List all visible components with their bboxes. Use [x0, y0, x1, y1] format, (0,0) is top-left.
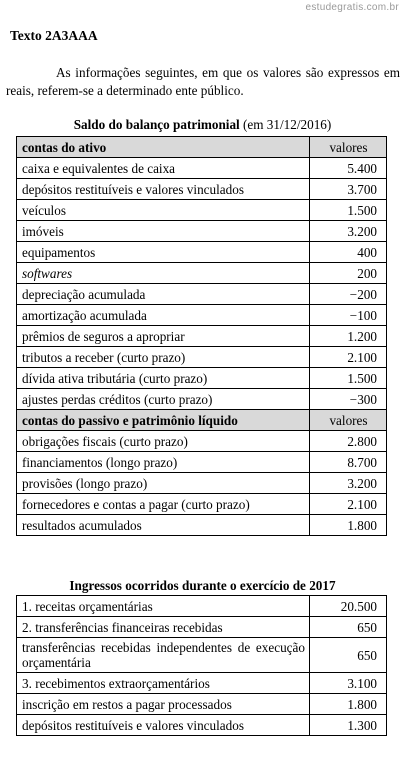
liability-label: fornecedores e contas a pagar (curto prazo)	[17, 494, 310, 515]
asset-value: 200	[310, 263, 387, 284]
table-row	[17, 715, 387, 736]
asset-label: depreciação acumulada	[17, 284, 310, 305]
table-row	[17, 347, 387, 368]
table-row	[17, 596, 387, 617]
table-row	[17, 673, 387, 694]
table-row	[17, 452, 387, 473]
table-row	[17, 473, 387, 494]
balance-caption-title: Saldo do balanço patrimonial	[73, 117, 240, 132]
income-label: 1. receitas orçamentárias	[17, 596, 310, 617]
table-row	[17, 305, 387, 326]
income-label: 2. transferências financeiras recebidas	[17, 617, 310, 638]
asset-value: −200	[310, 284, 387, 305]
asset-label: tributos a receber (curto prazo)	[17, 347, 310, 368]
liability-value: 8.700	[310, 452, 387, 473]
income-value: 650	[310, 617, 387, 638]
asset-label: dívida ativa tributária (curto prazo)	[17, 368, 310, 389]
table-row	[17, 368, 387, 389]
asset-label: softwares	[17, 263, 310, 284]
assets-header-row	[17, 137, 387, 158]
income-value: 3.100	[310, 673, 387, 694]
intro-paragraph	[6, 64, 400, 100]
table-row	[17, 494, 387, 515]
asset-value: 3.200	[310, 221, 387, 242]
balance-caption	[0, 117, 405, 133]
table-row	[17, 326, 387, 347]
balance-table	[16, 136, 387, 536]
liability-label: resultados acumulados	[17, 515, 310, 536]
asset-value: 1.500	[310, 200, 387, 221]
asset-label: imóveis	[17, 221, 310, 242]
asset-value: −300	[310, 389, 387, 410]
asset-label: depósitos restituíveis e valores vinculados	[17, 179, 310, 200]
income-label: transferências recebidas independentes de execução orçamentária	[17, 638, 310, 673]
liability-label: financiamentos (longo prazo)	[17, 452, 310, 473]
liability-value: 2.800	[310, 431, 387, 452]
asset-value: −100	[310, 305, 387, 326]
income-table	[16, 595, 387, 736]
assets-header-values: valores	[310, 137, 387, 158]
table-row	[17, 694, 387, 715]
asset-label: veículos	[17, 200, 310, 221]
income-caption: Ingressos ocorridos durante o exercício de 2017	[69, 578, 336, 593]
assets-header-label: contas do ativo	[17, 137, 310, 158]
income-label: depósitos restituíveis e valores vinculados	[17, 715, 310, 736]
table-row	[17, 200, 387, 221]
income-value: 650	[310, 638, 387, 673]
liability-value: 1.800	[310, 515, 387, 536]
table-row	[17, 263, 387, 284]
liability-label: obrigações fiscais (curto prazo)	[17, 431, 310, 452]
asset-value: 3.700	[310, 179, 387, 200]
liability-value: 2.100	[310, 494, 387, 515]
liability-value: 3.200	[310, 473, 387, 494]
site-watermark: estudegratis.com.br	[305, 2, 399, 13]
table-row	[17, 242, 387, 263]
balance-caption-date: (em 31/12/2016)	[243, 117, 332, 132]
document-title: Texto 2A3AAA	[10, 28, 98, 43]
asset-value: 1.500	[310, 368, 387, 389]
liabilities-header-label: contas do passivo e patrimônio líquido	[17, 410, 310, 431]
income-value: 1.800	[310, 694, 387, 715]
asset-value: 400	[310, 242, 387, 263]
income-label: inscrição em restos a pagar processados	[17, 694, 310, 715]
table-row	[17, 638, 387, 673]
table-row	[17, 515, 387, 536]
asset-value: 1.200	[310, 326, 387, 347]
asset-label: equipamentos	[17, 242, 310, 263]
income-value: 1.300	[310, 715, 387, 736]
asset-label: ajustes perdas créditos (curto prazo)	[17, 389, 310, 410]
asset-label: caixa e equivalentes de caixa	[17, 158, 310, 179]
asset-label: amortização acumulada	[17, 305, 310, 326]
table-row	[17, 158, 387, 179]
asset-value: 2.100	[310, 347, 387, 368]
asset-value: 5.400	[310, 158, 387, 179]
table-row	[17, 617, 387, 638]
table-row	[17, 389, 387, 410]
intro-text: As informações seguintes, em que os valores são expressos em reais, referem-se a determinado ente público.	[6, 65, 400, 98]
liability-label: provisões (longo prazo)	[17, 473, 310, 494]
asset-label: prêmios de seguros a apropriar	[17, 326, 310, 347]
table-row	[17, 431, 387, 452]
income-label: 3. recebimentos extraorçamentários	[17, 673, 310, 694]
liabilities-header-values: valores	[310, 410, 387, 431]
table-row	[17, 284, 387, 305]
table-row	[17, 179, 387, 200]
liabilities-header-row	[17, 410, 387, 431]
income-value: 20.500	[310, 596, 387, 617]
table-row	[17, 221, 387, 242]
